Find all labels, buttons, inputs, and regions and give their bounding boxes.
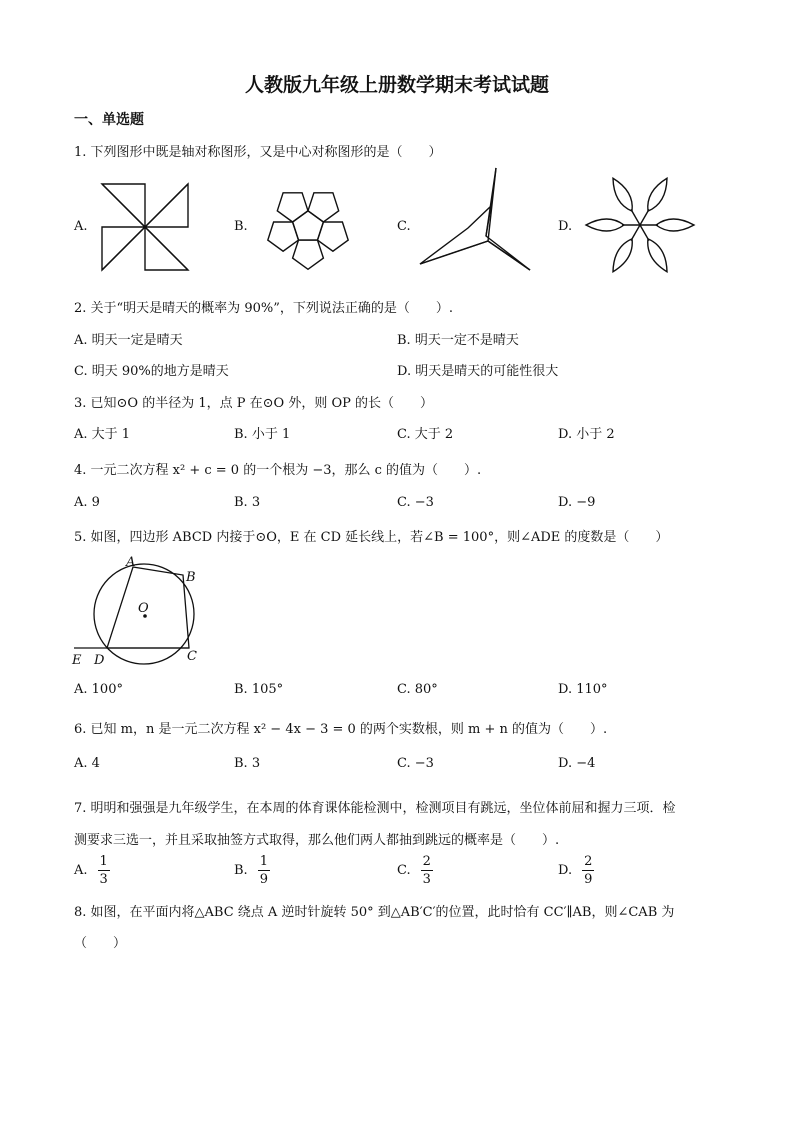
section-heading: 一、单选题 (74, 112, 144, 128)
q7-option-d (558, 855, 594, 886)
q1-option-a: A. (74, 219, 88, 234)
q7-option-b-label: B. (234, 863, 248, 878)
q7-option-c-fraction (421, 855, 433, 886)
q6-option-c: C. −3 (397, 756, 434, 771)
q1-option-b: B. (234, 219, 248, 234)
q6-option-d: D. −4 (558, 756, 596, 771)
q7-option-a-den: 3 (99, 872, 108, 887)
q2-option-b: B. 明天一定不是晴天 (397, 333, 519, 348)
q7-option-a (74, 855, 110, 886)
question-2-text: 2. 关于“明天是晴天的概率为 90%”，下列说法正确的是（ ）. (74, 301, 453, 316)
question-5-text: 5. 如图，四边形 ABCD 内接于⊙O，E 在 CD 延长线上，若∠B = 100°，则∠ADE 的度数是（ ） (74, 530, 669, 545)
q4-option-c: C. −3 (397, 495, 434, 510)
q2-option-c: C. 明天 90%的地方是晴天 (74, 364, 229, 379)
question-6-text: 6. 已知 m，n 是一元二次方程 x² − 4x − 3 = 0 的两个实数根，则 m + n 的值为（ ）. (74, 722, 608, 737)
q5-option-c: C. 80° (397, 682, 438, 697)
q7-option-c-label: C. (397, 863, 411, 878)
q7-option-b-fraction (258, 855, 270, 886)
question-3-text: 3. 已知⊙O 的半径为 1，点 P 在⊙O 外，则 OP 的长（ ） (74, 396, 433, 411)
q5-option-a: A. 100° (74, 682, 123, 697)
q6-option-a: A. 4 (74, 756, 100, 771)
q5-label-e: E (72, 653, 82, 668)
q7-option-a-fraction (98, 855, 110, 886)
q1-option-d: D. (558, 219, 573, 234)
question-1-text: 1. 下列图形中既是轴对称图形，又是中心对称图形的是（ ） (74, 145, 442, 160)
q4-option-b: B. 3 (234, 495, 261, 510)
q5-label-b: B (186, 570, 196, 585)
pentagon-shape (318, 222, 349, 251)
pentagon-shape (293, 240, 324, 269)
q7-option-d-den: 9 (584, 872, 593, 887)
q7-option-d-fraction (582, 855, 594, 886)
q5-label-d: D (94, 653, 105, 668)
q3-option-d: D. 小于 2 (558, 427, 615, 442)
q3-option-c: C. 大于 2 (397, 427, 454, 442)
pentagon-shape (268, 222, 299, 251)
inscribed-quadrilateral-figure (66, 552, 216, 670)
q7-option-a-label: A. (74, 863, 88, 878)
q7-option-d-label: D. (558, 863, 573, 878)
q5-option-b: B. 105° (234, 682, 284, 697)
q4-option-a: A. 9 (74, 495, 100, 510)
q5-label-a: A (126, 555, 136, 570)
pentagon-shape (277, 193, 308, 222)
question-8-text-line-1: 8. 如图，在平面内将△ABC 绕点 A 逆时针旋转 50° 到△AB′C′的位置，此时恰有 CC′∥AB，则∠CAB 为 (74, 905, 675, 920)
q7-option-c-den: 3 (422, 872, 431, 887)
question-4-text: 4. 一元二次方程 x² + c = 0 的一个根为 −3，那么 c 的值为（ ）. (74, 463, 482, 478)
question-7-text-line-2: 测要求三选一，并且采取抽签方式取得，那么他们两人都抽到跳远的概率是（ ）. (74, 833, 560, 848)
three-point-star-icon (418, 166, 533, 276)
q7-option-b-num: 1 (259, 854, 268, 869)
pentagon-cluster-icon (255, 175, 361, 275)
six-leaf-flower-icon (590, 168, 690, 282)
q6-option-b: B. 3 (234, 756, 261, 771)
q4-option-d: D. −9 (558, 495, 596, 510)
leaf-shape (640, 219, 694, 231)
q5-option-d: D. 110° (558, 682, 608, 697)
q3-option-a: A. 大于 1 (74, 427, 131, 442)
q1-option-c: C. (397, 219, 411, 234)
q7-option-c-num: 2 (422, 854, 431, 869)
q7-option-d-num: 2 (584, 854, 593, 869)
leaf-shape (586, 219, 640, 231)
pinwheel-icon (100, 182, 190, 272)
q3-option-b: B. 小于 1 (234, 427, 291, 442)
q7-option-c (397, 855, 433, 886)
pentagon-shape (308, 193, 339, 222)
q5-label-o: O (138, 601, 149, 616)
q5-label-c: C (187, 649, 197, 664)
q7-option-b-den: 9 (259, 872, 268, 887)
q7-option-b (234, 855, 270, 886)
question-8-text-line-2: （ ） (74, 936, 127, 951)
q7-option-a-num: 1 (99, 854, 108, 869)
q2-option-d: D. 明天是晴天的可能性很大 (397, 364, 559, 379)
q2-option-a: A. 明天一定是晴天 (74, 333, 183, 348)
page-title: 人教版九年级上册数学期末考试试题 (244, 74, 549, 96)
question-7-text-line-1: 7. 明明和强强是九年级学生，在本周的体育课体能检测中，检测项目有跳远，坐位体前屈和握力三项．检 (74, 801, 676, 816)
